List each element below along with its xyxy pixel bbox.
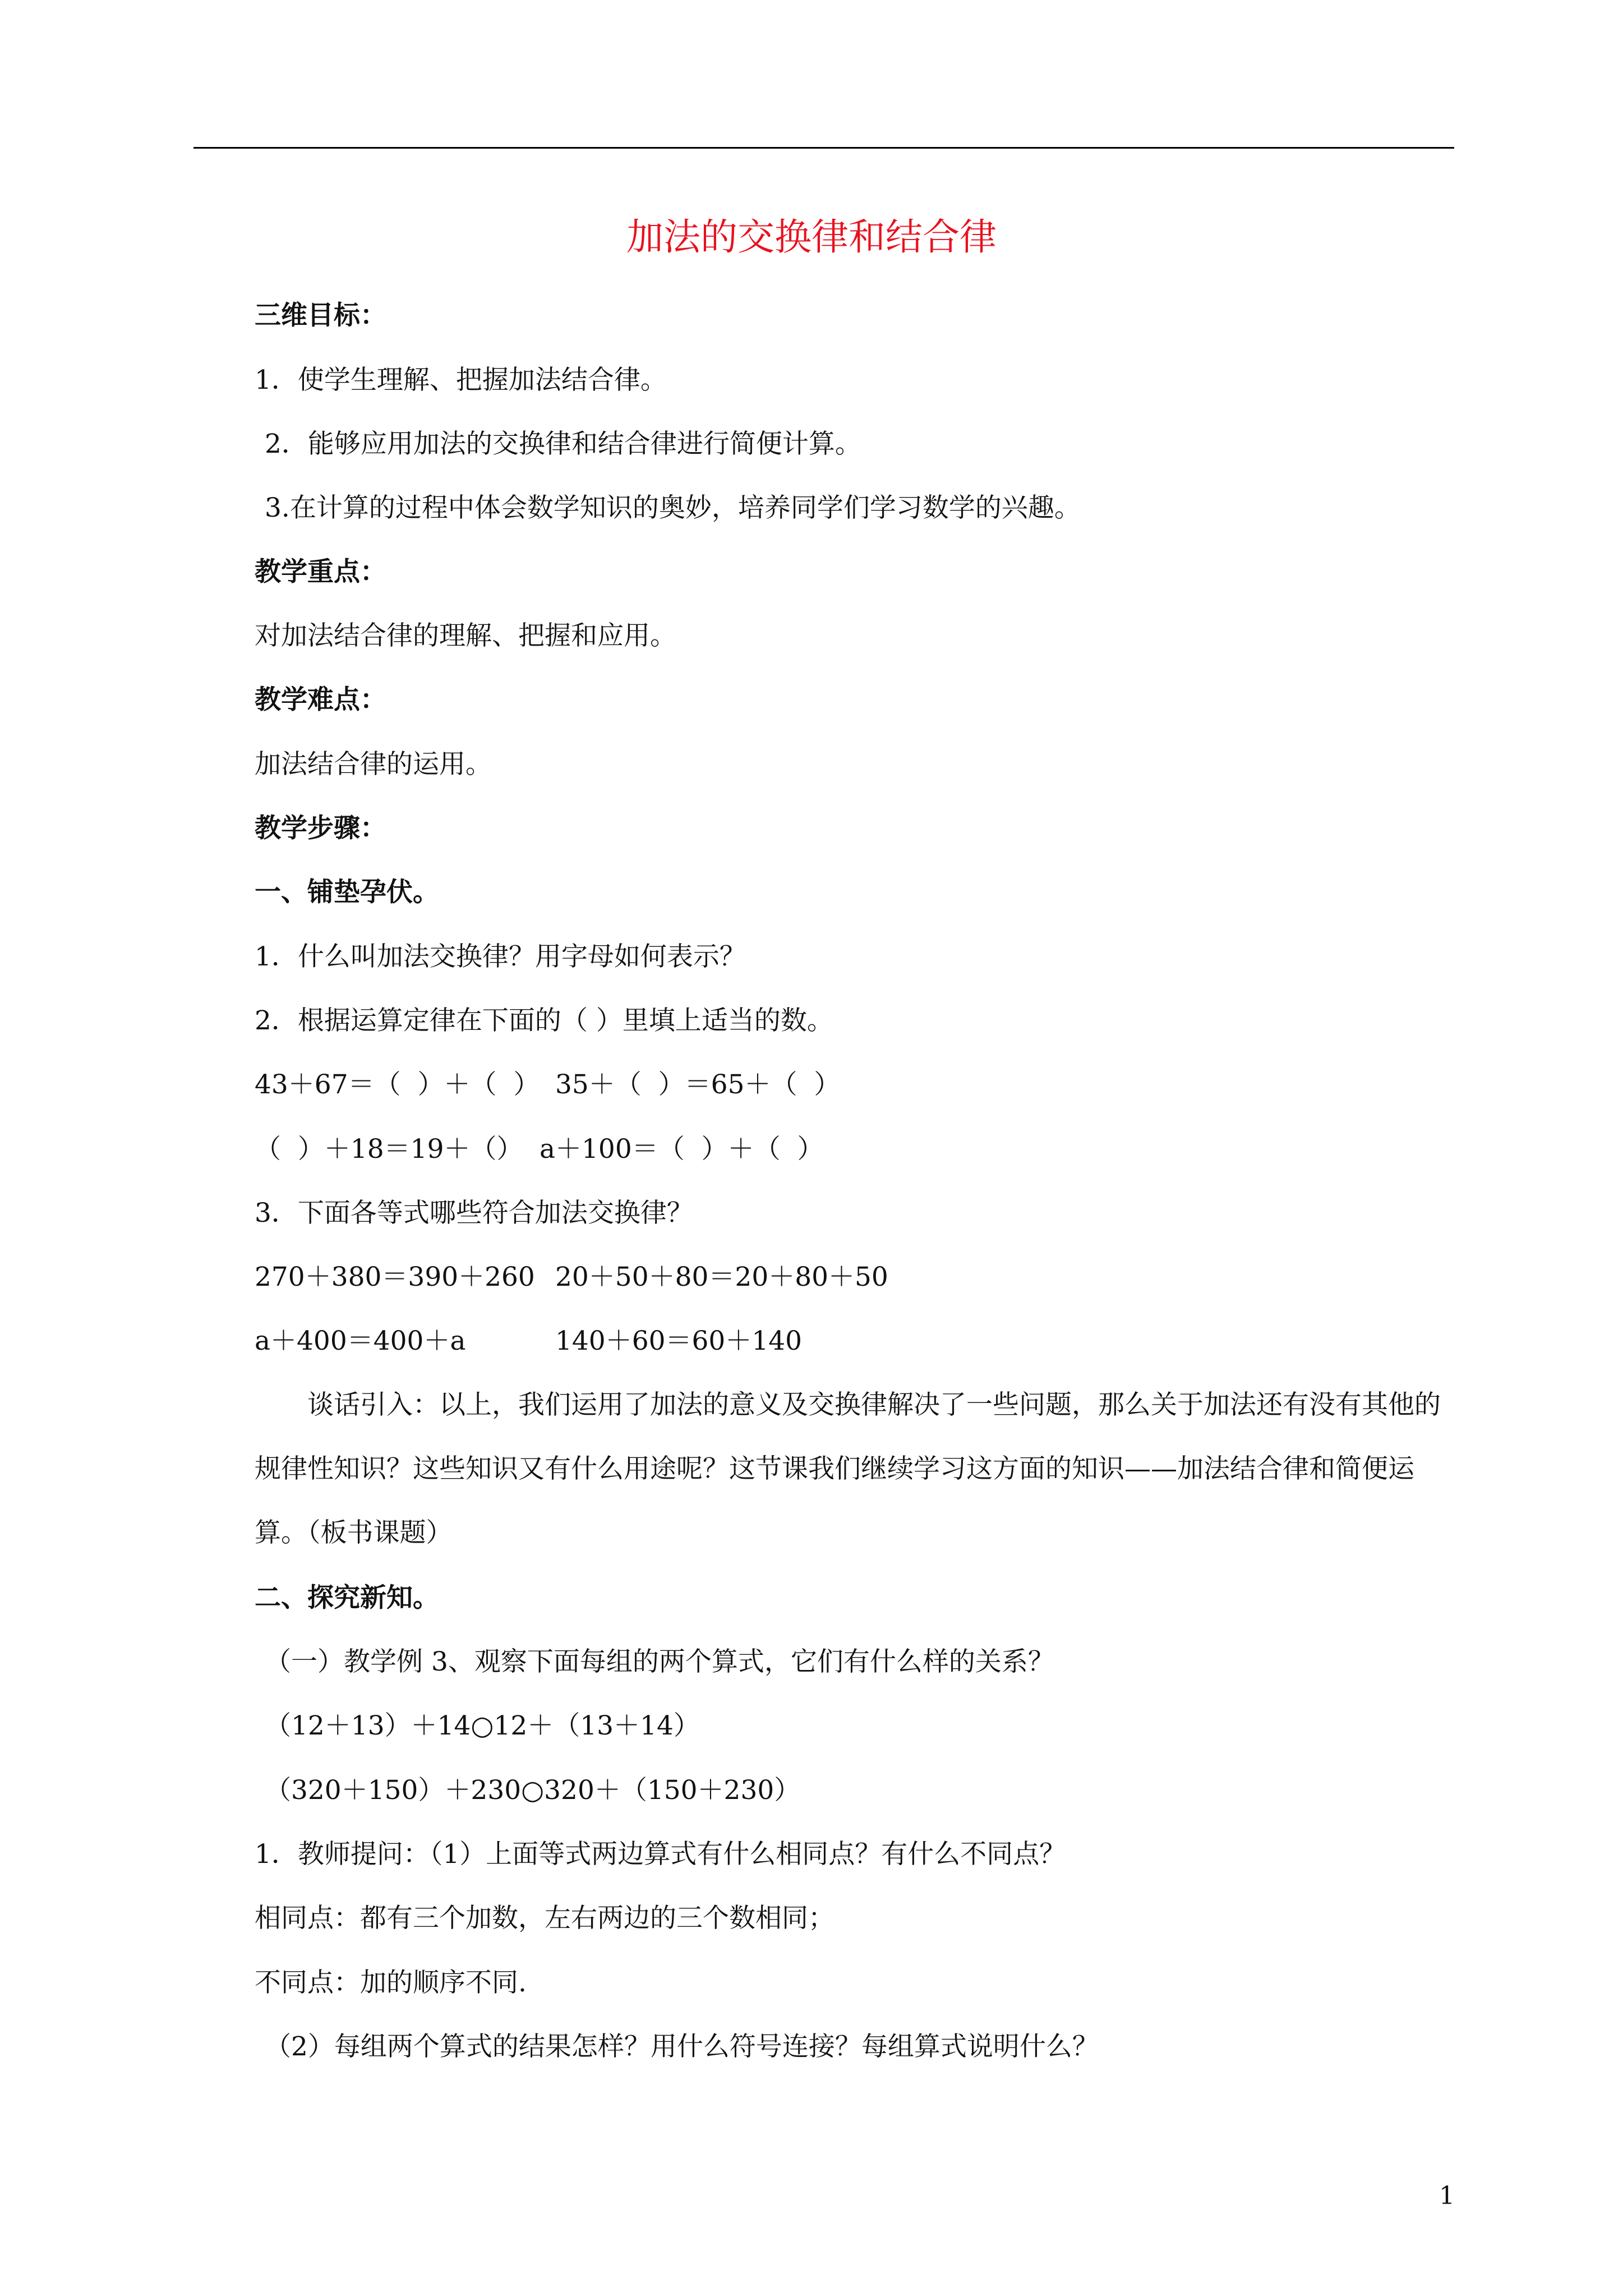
goal-3: 3.在计算的过程中体会数学知识的奥妙，培养同学们学习数学的兴趣。 bbox=[265, 493, 1081, 523]
teacher-question: 1．教师提问：（1）上面等式两边算式有什么相同点？有什么不同点？ bbox=[255, 1839, 1066, 1870]
section1-heading: 一、铺垫孕伏。 bbox=[255, 877, 439, 908]
example-eq-1: （12＋13）＋14○12＋（13＋14） bbox=[265, 1710, 700, 1741]
page-number: 1 bbox=[1439, 2182, 1455, 2210]
same-point: 相同点：都有三个加数，左右两边的三个数相同； bbox=[255, 1903, 834, 1934]
fill-row2-left: （ ）＋18＝19＋（） bbox=[255, 1134, 523, 1165]
eq-row1-right: 20＋50＋80＝20＋80＋50 bbox=[555, 1262, 888, 1292]
section2-heading: 二、探究新知。 bbox=[255, 1582, 439, 1613]
fill-row1-left: 43＋67＝（ ）＋（ ） bbox=[255, 1069, 540, 1100]
difficulty-text: 加法结合律的运用。 bbox=[255, 749, 492, 780]
difficulty-heading: 教学难点： bbox=[255, 684, 386, 715]
key-text: 对加法结合律的理解、把握和应用。 bbox=[255, 620, 676, 651]
question-3: 3．下面各等式哪些符合加法交换律？ bbox=[255, 1198, 693, 1228]
eq-row2-right: 140＋60＝60＋140 bbox=[555, 1326, 803, 1356]
page-title: 加法的交换律和结合律 bbox=[626, 215, 997, 259]
goal-2: 2．能够应用加法的交换律和结合律进行简便计算。 bbox=[265, 429, 861, 459]
question-1: 1．什么叫加法交换律？用字母如何表示？ bbox=[255, 941, 746, 972]
fill-row1-right: 35＋（ ）＝65＋（ ） bbox=[555, 1069, 841, 1100]
goals-heading: 三维目标： bbox=[255, 300, 386, 331]
fill-row2-right: a＋100＝（ ）＋（ ） bbox=[540, 1134, 824, 1165]
result-question: （2）每组两个算式的结果怎样？用什么符号连接？每组算式说明什么？ bbox=[265, 2031, 1099, 2062]
diff-point: 不同点：加的顺序不同. bbox=[255, 1967, 527, 1998]
example-eq-2: （320＋150）＋230○320＋（150＋230） bbox=[265, 1775, 801, 1806]
question-2: 2．根据运算定律在下面的（ ）里填上适当的数。 bbox=[255, 1005, 833, 1036]
intro-paragraph: 谈话引入：以上，我们运用了加法的意义及交换律解决了一些问题，那么关于加法还有没有其他的规律性知识？这些知识又有什么用途呢？这节课我们继续学习这方面的知识——加法结合律和简便运算。（板书课题） bbox=[255, 1389, 1441, 1548]
goal-1: 1．使学生理解、把握加法结合律。 bbox=[255, 365, 667, 395]
header-rule bbox=[193, 147, 1454, 149]
key-heading: 教学重点： bbox=[255, 556, 386, 587]
example-line: （一）教学例 3、观察下面每组的两个算式，它们有什么样的关系？ bbox=[265, 1646, 1054, 1677]
eq-row2-left: a＋400＝400＋a bbox=[255, 1326, 466, 1356]
steps-heading: 教学步骤： bbox=[255, 813, 386, 844]
eq-row1-left: 270＋380＝390＋260 bbox=[255, 1262, 535, 1292]
